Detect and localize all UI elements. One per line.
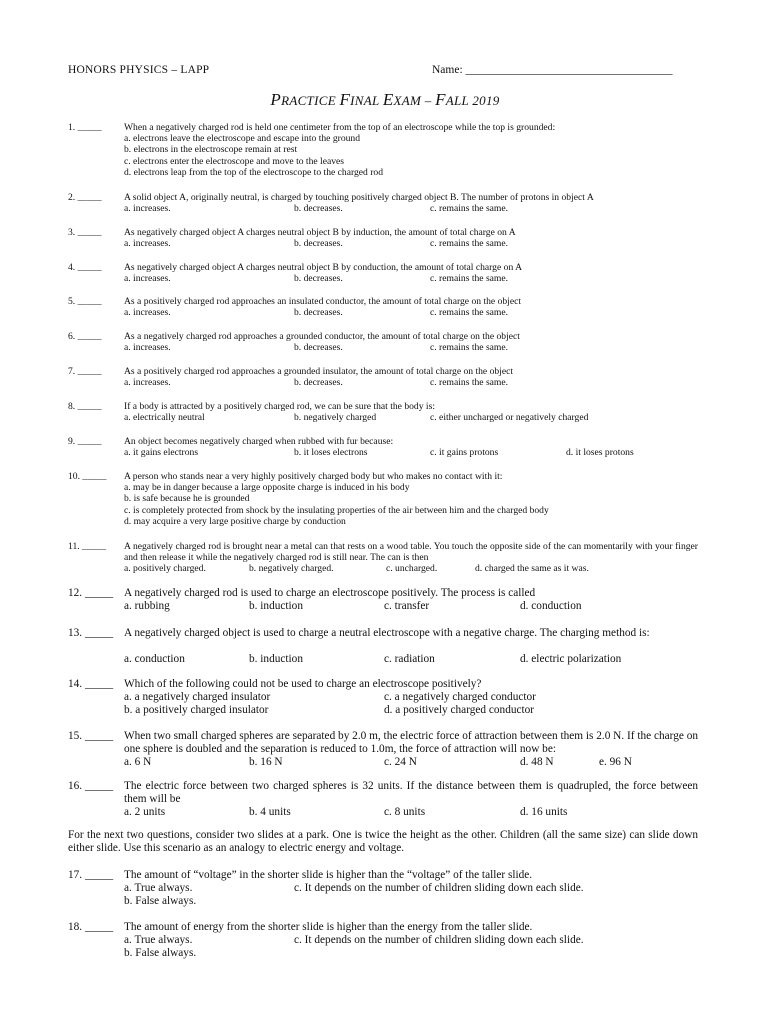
option: b. decreases. [294, 273, 343, 285]
answer-blank[interactable]: 8. _____ [68, 401, 102, 412]
option: c. transfer [384, 600, 430, 612]
option: a. increases. [124, 273, 171, 285]
question-stem: An object becomes negatively charged when rubbed with fur because: [124, 436, 394, 447]
option: b. 4 units [249, 806, 291, 818]
question-stem: When a negatively charged rod is held one centimeter from the top of an electroscope while the top is grounded: [124, 122, 556, 133]
option: a. electrically neutral [124, 412, 205, 424]
option: e. 96 N [599, 756, 632, 768]
option: a. conduction [124, 653, 185, 665]
option: c. It depends on the number of children sliding down each slide. [294, 882, 584, 894]
option: d. 16 units [520, 806, 568, 818]
option: b. a positively charged insulator [124, 704, 269, 716]
scenario-note: For the next two questions, consider two slides at a park. One is twice the height as the other. Children (all the same size) can slide down either slide. Use this scenario as an analogy to electric energy and voltage. [68, 829, 698, 854]
answer-blank[interactable]: 1. _____ [68, 122, 102, 133]
option: c. remains the same. [430, 238, 509, 250]
question-stem: A negatively charged rod is brought near a metal can that rests on a wood table. You touch the opposite side of the can momentarily with your finger and then release it while the negatively charged rod is still near. The can is then [124, 541, 698, 564]
option: c. is completely protected from shock by the insulating properties of the air between him and the charged body [124, 504, 549, 516]
option: b. negatively charged. [249, 563, 334, 575]
answer-blank[interactable]: 6. _____ [68, 331, 102, 342]
option: b. negatively charged [294, 412, 377, 424]
name-field[interactable]: Name: ____________________________________ [432, 64, 673, 76]
option: a. increases. [124, 203, 171, 215]
question-stem: The amount of “voltage” in the shorter slide is higher than the “voltage” of the taller slide. [124, 869, 533, 881]
option: c. uncharged. [386, 563, 438, 575]
course-header: HONORS PHYSICS – LAPP [68, 64, 210, 76]
option: a. 2 units [124, 806, 166, 818]
answer-blank[interactable]: 2. _____ [68, 192, 102, 203]
option: c. remains the same. [430, 203, 509, 215]
option: b. False always. [124, 947, 197, 959]
option: b. 16 N [249, 756, 283, 768]
option: c. remains the same. [430, 307, 509, 319]
answer-blank[interactable]: 12. _____ [68, 587, 114, 599]
option: a. True always. [124, 934, 193, 946]
option: a. it gains electrons [124, 447, 199, 459]
option: b. it loses electrons [294, 447, 368, 459]
option: d. it loses protons [566, 447, 634, 459]
answer-blank[interactable]: 7. _____ [68, 366, 102, 377]
option: c. 24 N [384, 756, 417, 768]
answer-blank[interactable]: 17. _____ [68, 869, 114, 881]
option: c. electrons enter the electroscope and move to the leaves [124, 155, 345, 167]
question-stem: As a negatively charged rod approaches a grounded conductor, the amount of total charge on the object [124, 331, 520, 342]
question-stem: A person who stands near a very highly positively charged body but who makes no contact with it: [124, 471, 503, 482]
option: a. increases. [124, 307, 171, 319]
question-stem: A negatively charged rod is used to charge an electroscope positively. The process is called [124, 587, 536, 599]
option: c. remains the same. [430, 377, 509, 389]
answer-blank[interactable]: 13. _____ [68, 627, 114, 639]
answer-blank[interactable]: 4. _____ [68, 262, 102, 273]
option: c. radiation [384, 653, 435, 665]
option: b. induction [249, 600, 303, 612]
option: c. 8 units [384, 806, 426, 818]
question-stem: The electric force between two charged spheres is 32 units. If the distance between them is quadrupled, the force between them will be [124, 780, 698, 805]
option: b. decreases. [294, 307, 343, 319]
question-stem: A negatively charged object is used to charge a neutral electroscope with a negative charge. The charging method is: [124, 627, 650, 639]
option: a. increases. [124, 377, 171, 389]
option: a. electrons leave the electroscope and escape into the ground [124, 133, 361, 145]
question-stem: Which of the following could not be used to charge an electroscope positively? [124, 678, 482, 690]
option: b. decreases. [294, 203, 343, 215]
answer-blank[interactable]: 15. _____ [68, 730, 114, 742]
question-stem: If a body is attracted by a positively charged rod, we can be sure that the body is: [124, 401, 435, 412]
answer-blank[interactable]: 10. _____ [68, 471, 107, 482]
option: a. True always. [124, 882, 193, 894]
option: b. electrons in the electroscope remain at rest [124, 144, 298, 156]
option: b. False always. [124, 895, 197, 907]
answer-blank[interactable]: 18. _____ [68, 921, 114, 933]
option: d. 48 N [520, 756, 554, 768]
option: d. a positively charged conductor [384, 704, 535, 716]
option: c. a negatively charged conductor [384, 691, 536, 703]
option: a. a negatively charged insulator [124, 691, 271, 703]
option: b. induction [249, 653, 303, 665]
question-stem: As a positively charged rod approaches an insulated conductor, the amount of total charge on the object [124, 296, 522, 307]
option: d. electrons leap from the top of the electroscope to the charged rod [124, 166, 384, 178]
question-stem: As negatively charged object A charges neutral object B by induction, the amount of total charge on A [124, 227, 516, 238]
option: c. remains the same. [430, 273, 509, 285]
option: c. remains the same. [430, 342, 509, 354]
question-stem: The amount of energy from the shorter slide is higher than the energy from the taller slide. [124, 921, 533, 933]
option: c. It depends on the number of children sliding down each slide. [294, 934, 584, 946]
option: c. it gains protons [430, 447, 499, 459]
answer-blank[interactable]: 9. _____ [68, 436, 102, 447]
option: a. increases. [124, 342, 171, 354]
option: b. decreases. [294, 377, 343, 389]
question-stem: As a positively charged rod approaches a grounded insulator, the amount of total charge on the object [124, 366, 514, 377]
answer-blank[interactable]: 14. _____ [68, 678, 114, 690]
answer-blank[interactable]: 11. _____ [68, 541, 107, 552]
option: d. may acquire a very large positive charge by conduction [124, 515, 346, 527]
option: a. positively charged. [124, 563, 206, 575]
option: d. electric polarization [520, 653, 622, 665]
option: d. conduction [520, 600, 582, 612]
question-stem: When two small charged spheres are separated by 2.0 m, the electric force of attraction between them is 2.0 N. If the charge on one sphere is doubled and the separation is reduced to 1.0m, the force of attraction will now be: [124, 730, 698, 755]
option: a. may be in danger because a large opposite charge is induced in his body [124, 482, 410, 494]
option: b. is safe because he is grounded [124, 493, 250, 505]
option: b. decreases. [294, 342, 343, 354]
answer-blank[interactable]: 3. _____ [68, 227, 102, 238]
question-stem: A solid object A, originally neutral, is charged by touching positively charged object B. The number of protons in object A [124, 192, 594, 203]
question-stem: As negatively charged object A charges neutral object B by conduction, the amount of total charge on A [124, 262, 523, 273]
option: c. either uncharged or negatively charged [430, 412, 589, 424]
option: a. increases. [124, 238, 171, 250]
option: a. 6 N [124, 756, 152, 768]
option: a. rubbing [124, 600, 170, 612]
page-title: PRACTICE FINAL EXAM – FALL 2019 [270, 90, 500, 109]
option: d. charged the same as it was. [475, 563, 589, 575]
answer-blank[interactable]: 5. _____ [68, 296, 102, 307]
answer-blank[interactable]: 16. _____ [68, 780, 114, 792]
option: b. decreases. [294, 238, 343, 250]
